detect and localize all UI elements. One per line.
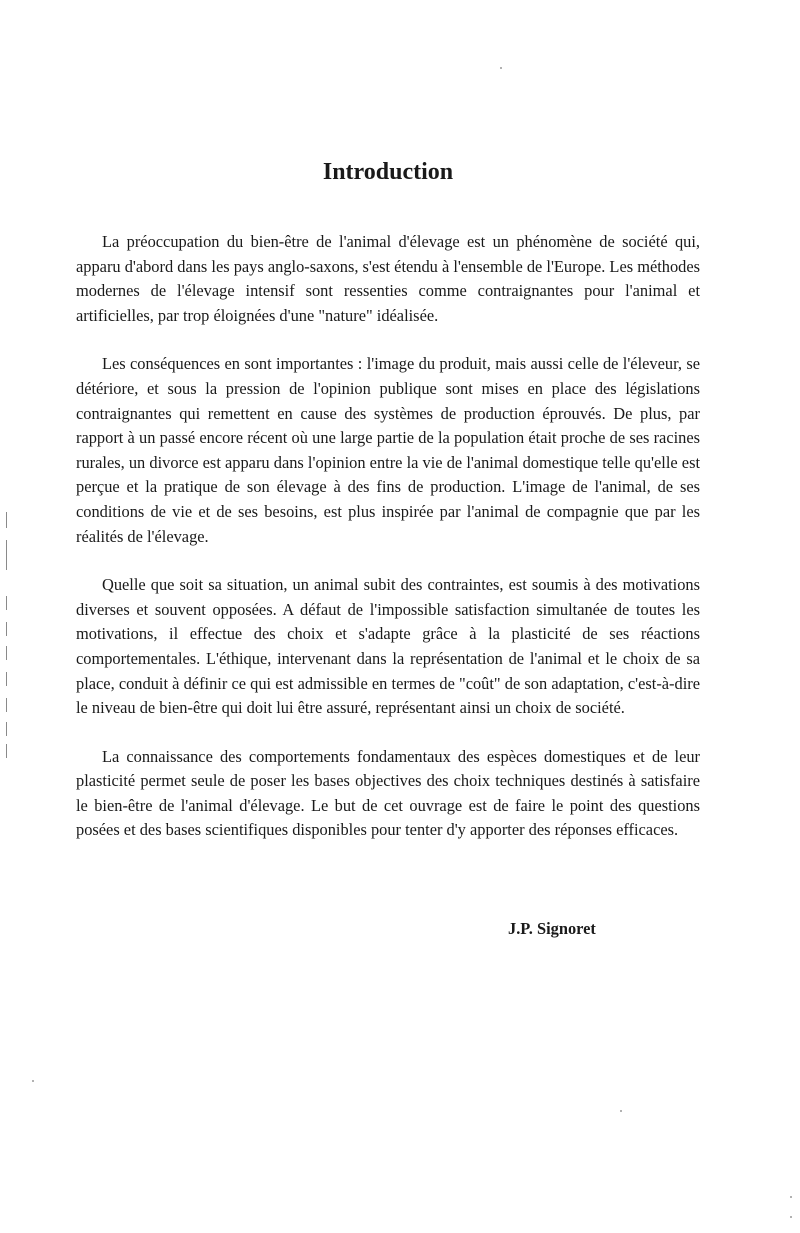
scan-artifact-mark [6, 622, 7, 636]
scan-artifact-mark [6, 540, 7, 570]
scan-artifact-mark [6, 596, 7, 610]
scan-artifact-mark [6, 646, 7, 660]
scan-speck [620, 1110, 622, 1112]
scan-artifact-mark [6, 698, 7, 712]
scan-speck [790, 1216, 792, 1218]
paragraph: La connaissance des comportements fondamentaux des espèces domestiques et de leur plasticité permet seule de poser les bases objectives des choix techniques destinés à satisfaire le bien-être de l'animal d'élevage. Le but de cet ouvrage est de faire le point des questions posées et des bases scientifiques disponibles pour tenter d'y apporter des réponses efficaces. [76, 746, 700, 840]
paragraph: La préoccupation du bien-être de l'animal d'élevage est un phénomène de société qui, apparu d'abord dans les pays anglo-saxons, s'est étendu à l'ensemble de l'Europe. Les méthodes modernes de l'élevage intensif sont ressenties comme contraignantes pour l'animal et artificielles, par trop éloignées d'une "nature" idéalisée. [76, 232, 701, 325]
scan-artifact-mark [6, 512, 7, 528]
paragraph: Les conséquences en sont importantes : l'image du produit, mais aussi celle de l'éleveur, se détériore, et sous la pression de l'opinion publique sont mises en place des législations contraignantes qui remettent en cause des systèmes de production éprouvés. De plus, par rapport à un passé encore récent où une large partie de la population était proche de ses racines rurales, un divorce est apparu dans l'opinion entre la vie de l'animal domestique telle qu'elle est perçue et la pratique de son élevage à des fins de production. L'image de l'animal, de ses conditions de vie et de ses besoins, est plus inspirée par l'animal de compagnie que par les réalités de l'élevage. [76, 354, 700, 546]
scan-artifact-mark [6, 722, 7, 736]
author-signature: J.P. Signoret [508, 919, 596, 938]
scan-speck [500, 67, 502, 69]
body-text [76, 230, 700, 867]
page-title: Introduction [322, 159, 454, 185]
scan-artifact-mark [6, 744, 7, 758]
scan-speck [790, 1196, 792, 1198]
scan-speck [32, 1080, 34, 1082]
paragraph: Quelle que soit sa situation, un animal subit des contraintes, est soumis à des motivations diverses et souvent opposées. A défaut de l'impossible satisfaction simultanée de toutes les motivations, il effectue des choix et s'adapte grâce à la plasticité de ses réactions comportementales. L'éthique, intervenant dans la représentation de l'animal et le choix de sa place, conduit à définir ce qui est admissible en termes de "coût" de son adaptation, c'est-à-dire le niveau de bien-être qui doit lui être assuré, représentant ainsi un choix de société. [76, 575, 700, 718]
scan-artifact-mark [6, 672, 7, 686]
